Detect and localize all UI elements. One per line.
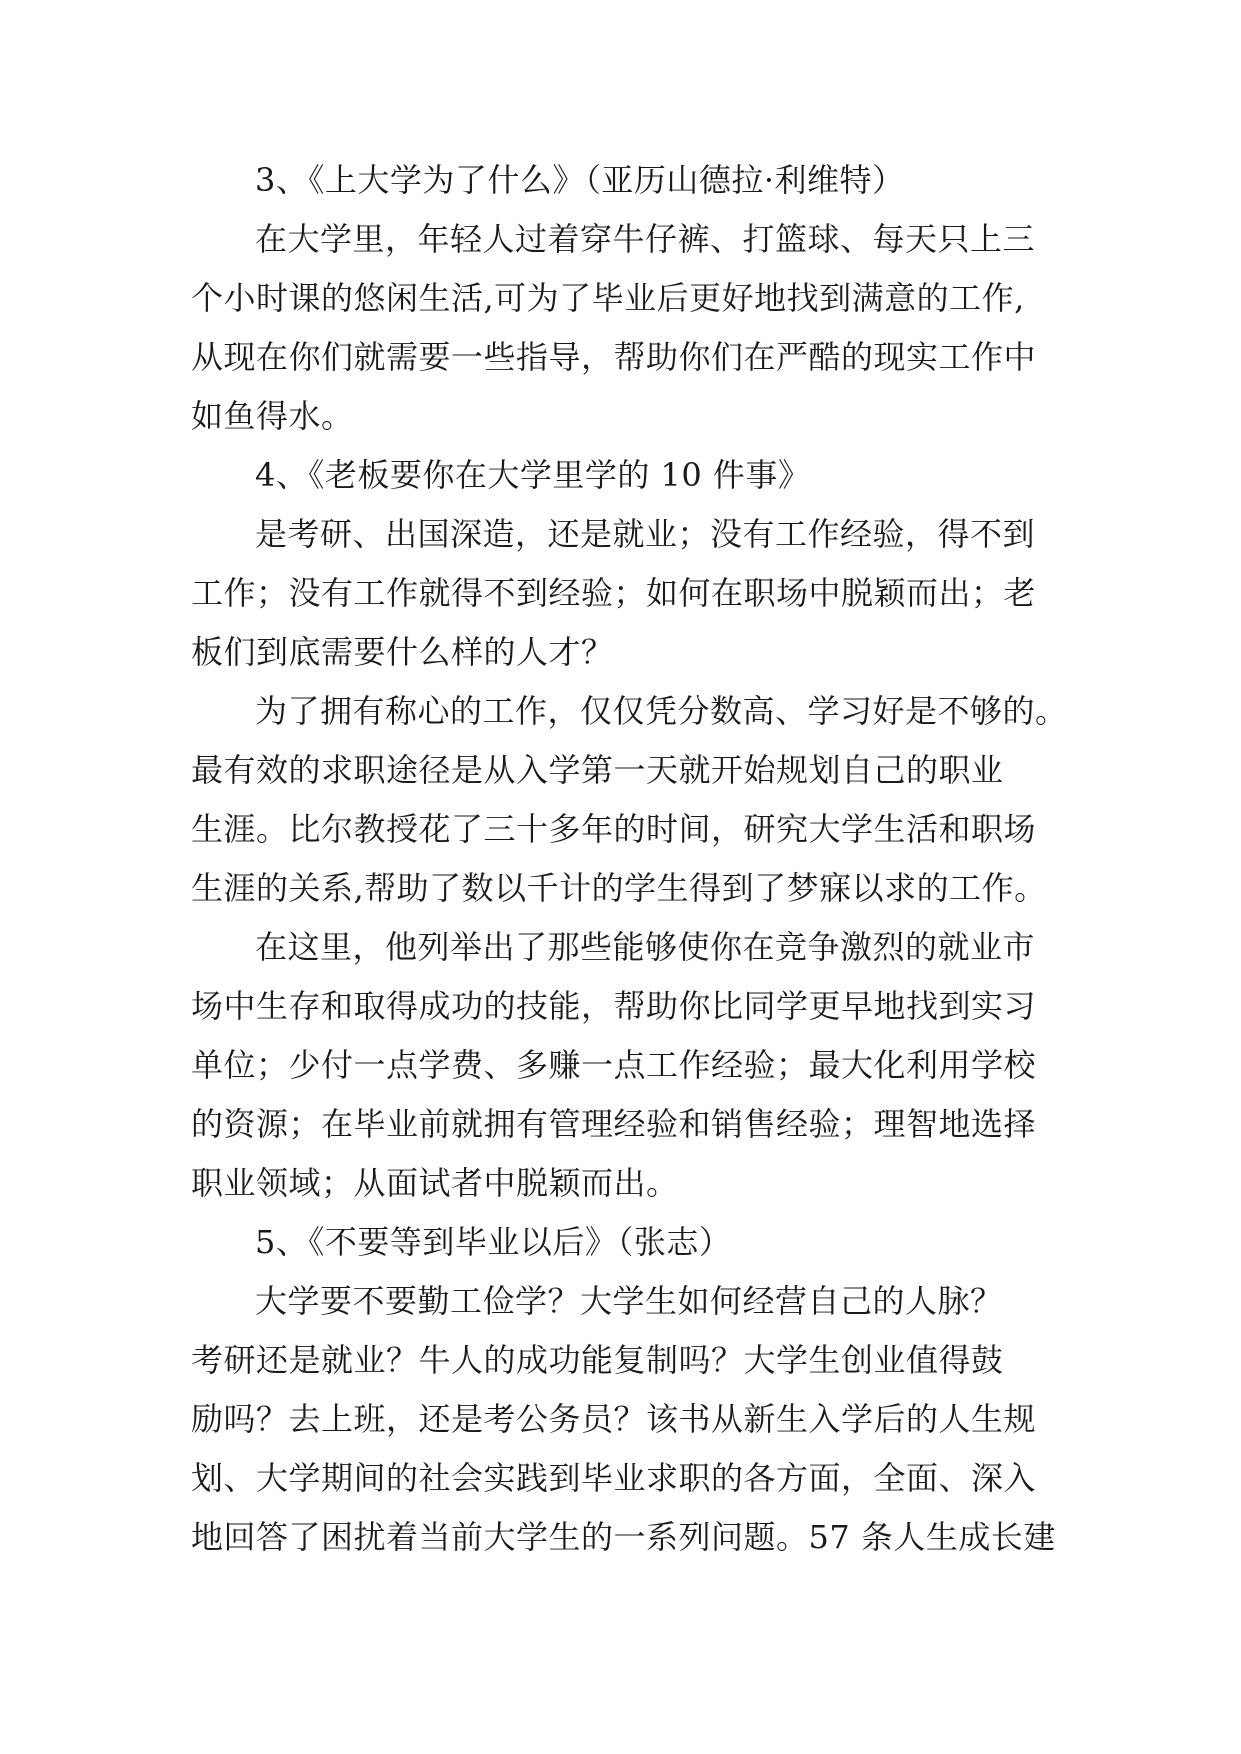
paragraph-line: 职业领域；从面试者中脱颖而出。 xyxy=(191,1164,679,1202)
book-heading-4: 4、《老板要你在大学里学的 10 件事》 xyxy=(255,456,811,494)
paragraph-line: 最有效的求职途径是从入学第一天就开始规划自己的职业 xyxy=(191,751,1004,789)
paragraph-line: 如鱼得水。 xyxy=(191,397,354,435)
paragraph-line: 生涯。比尔教授花了三十多年的时间，研究大学生活和职场 xyxy=(191,810,1037,848)
paragraph-line: 单位；少付一点学费、多赚一点工作经验；最大化利用学校 xyxy=(191,1046,1037,1084)
paragraph-line: 在大学里，年轻人过着穿牛仔裤、打篮球、每天只上三 xyxy=(255,220,1036,258)
paragraph-line: 在这里，他列举出了那些能够使你在竞争激烈的就业市 xyxy=(255,928,1036,966)
paragraph-line: 场中生存和取得成功的技能，帮助你比同学更早地找到实习 xyxy=(191,987,1037,1025)
paragraph-line: 生涯的关系,帮助了数以千计的学生得到了梦寐以求的工作。 xyxy=(191,869,1047,907)
paragraph-line: 从现在你们就需要一些指导，帮助你们在严酷的现实工作中 xyxy=(191,338,1037,376)
paragraph-line: 划、大学期间的社会实践到毕业求职的各方面，全面、深入 xyxy=(191,1459,1037,1497)
paragraph-line: 励吗？去上班，还是考公务员？该书从新生入学后的人生规 xyxy=(191,1400,1037,1438)
paragraph-line: 为了拥有称心的工作，仅仅凭分数高、学习好是不够的。 xyxy=(255,692,1068,730)
paragraph-line: 地回答了困扰着当前大学生的一系列问题。57 条人生成长建 xyxy=(191,1518,1056,1556)
paragraph-line: 个小时课的悠闲生活,可为了毕业后更好地找到满意的工作, xyxy=(191,279,1025,317)
paragraph-line: 考研还是就业？牛人的成功能复制吗？大学生创业值得鼓 xyxy=(191,1341,1004,1379)
book-heading-5: 5、《不要等到毕业以后》（张志） xyxy=(255,1223,732,1261)
paragraph-line: 是考研、出国深造，还是就业；没有工作经验，得不到 xyxy=(255,515,1036,553)
book-heading-3: 3、《上大学为了什么》（亚历山德拉·利维特） xyxy=(255,161,905,199)
paragraph-line: 工作；没有工作就得不到经验；如何在职场中脱颖而出；老 xyxy=(191,574,1037,612)
paragraph-line: 大学要不要勤工俭学？大学生如何经营自己的人脉？ xyxy=(255,1282,1003,1320)
paragraph-line: 板们到底需要什么样的人才？ xyxy=(191,633,614,671)
paragraph-line: 的资源；在毕业前就拥有管理经验和销售经验；理智地选择 xyxy=(191,1105,1037,1143)
